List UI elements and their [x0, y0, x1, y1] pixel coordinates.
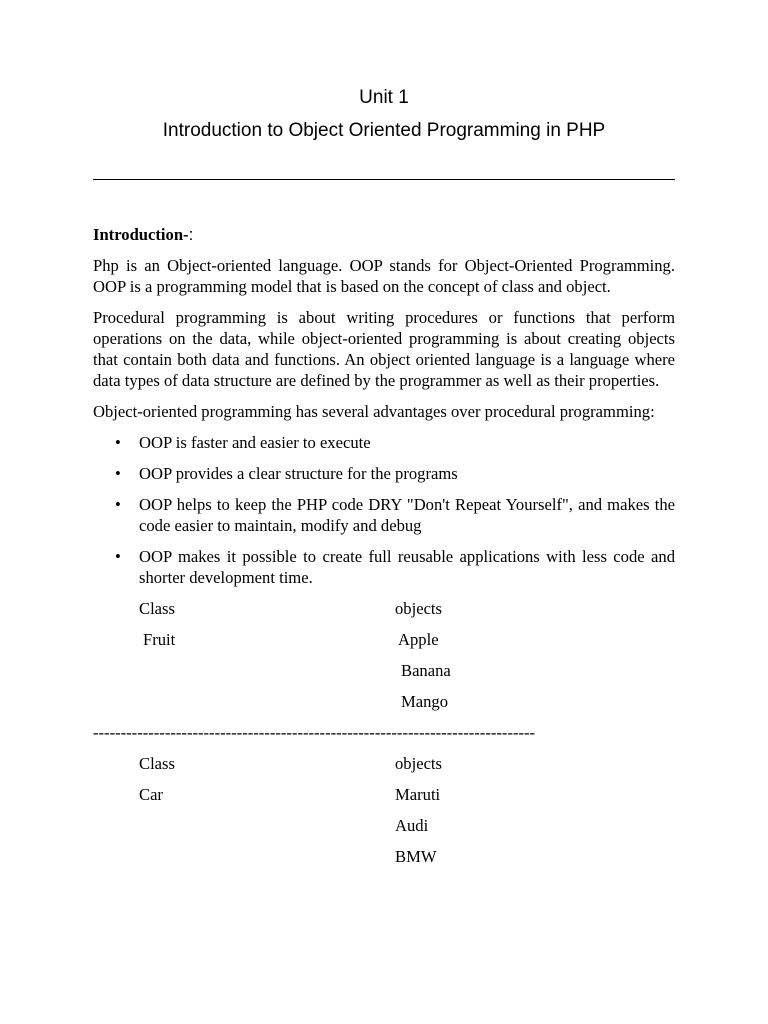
objects-column-header: objects — [395, 754, 443, 773]
class-name: Car — [139, 785, 163, 804]
example-row — [93, 846, 675, 867]
example-header-row — [93, 753, 675, 774]
bullet-icon: • — [115, 547, 121, 566]
list-item — [93, 546, 675, 588]
example-row — [93, 691, 675, 712]
advantages-list — [93, 432, 675, 588]
object-name: Mango — [401, 692, 449, 711]
example-row — [93, 815, 675, 836]
list-item — [93, 463, 675, 484]
car-example — [93, 753, 675, 867]
paragraph-oop-definition: Php is an Object-oriented language. OOP stands for Object-Oriented Programming. OOP is a programming model that is based on the concept of class and object. — [93, 256, 675, 296]
object-name: Apple — [398, 630, 439, 649]
list-item — [93, 432, 675, 453]
example-row — [93, 784, 675, 805]
page-title: Introduction to Object Oriented Programming in PHP — [162, 120, 606, 141]
section-heading-colon: : — [188, 225, 194, 244]
dashed-separator: -------------------------------------------------------------------------------- — [93, 723, 536, 742]
list-item-text: OOP helps to keep the PHP code DRY "Don't Repeat Yourself", and makes the code easier to maintain, modify and debug — [139, 495, 675, 535]
bullet-icon: • — [115, 433, 121, 452]
example-row — [93, 629, 675, 650]
unit-label: Unit 1 — [359, 87, 409, 108]
section-heading — [93, 224, 675, 245]
object-name: Banana — [401, 661, 451, 680]
list-item-text: OOP makes it possible to create full reusable applications with less code and shorter development time. — [139, 547, 675, 587]
list-item — [93, 494, 675, 536]
object-name: Audi — [395, 816, 429, 835]
title-divider — [93, 179, 675, 180]
class-name: Fruit — [143, 630, 176, 649]
object-name: BMW — [395, 847, 437, 866]
class-column-header: Class — [139, 754, 175, 773]
example-row — [93, 660, 675, 681]
paragraph-procedural-vs-oop: Procedural programming is about writing procedures or functions that perform operations on the data, while object-oriented programming is about creating objects that contain both data and functions. An object oriented language is a language where data types of data structure are defined by the programmer as well as their properties. — [93, 308, 675, 390]
paragraph-advantages-intro: Object-oriented programming has several advantages over procedural programming: — [93, 402, 655, 421]
class-column-header: Class — [139, 599, 175, 618]
list-item-text: OOP provides a clear structure for the programs — [139, 464, 458, 483]
example-header-row — [93, 598, 675, 619]
document-body — [93, 224, 675, 877]
list-item-text: OOP is faster and easier to execute — [139, 433, 371, 452]
section-heading-text: Introduction- — [93, 225, 189, 244]
object-name: Maruti — [395, 785, 441, 804]
fruit-example — [93, 598, 675, 712]
bullet-icon: • — [115, 464, 121, 483]
bullet-icon: • — [115, 495, 121, 514]
objects-column-header: objects — [395, 599, 443, 618]
